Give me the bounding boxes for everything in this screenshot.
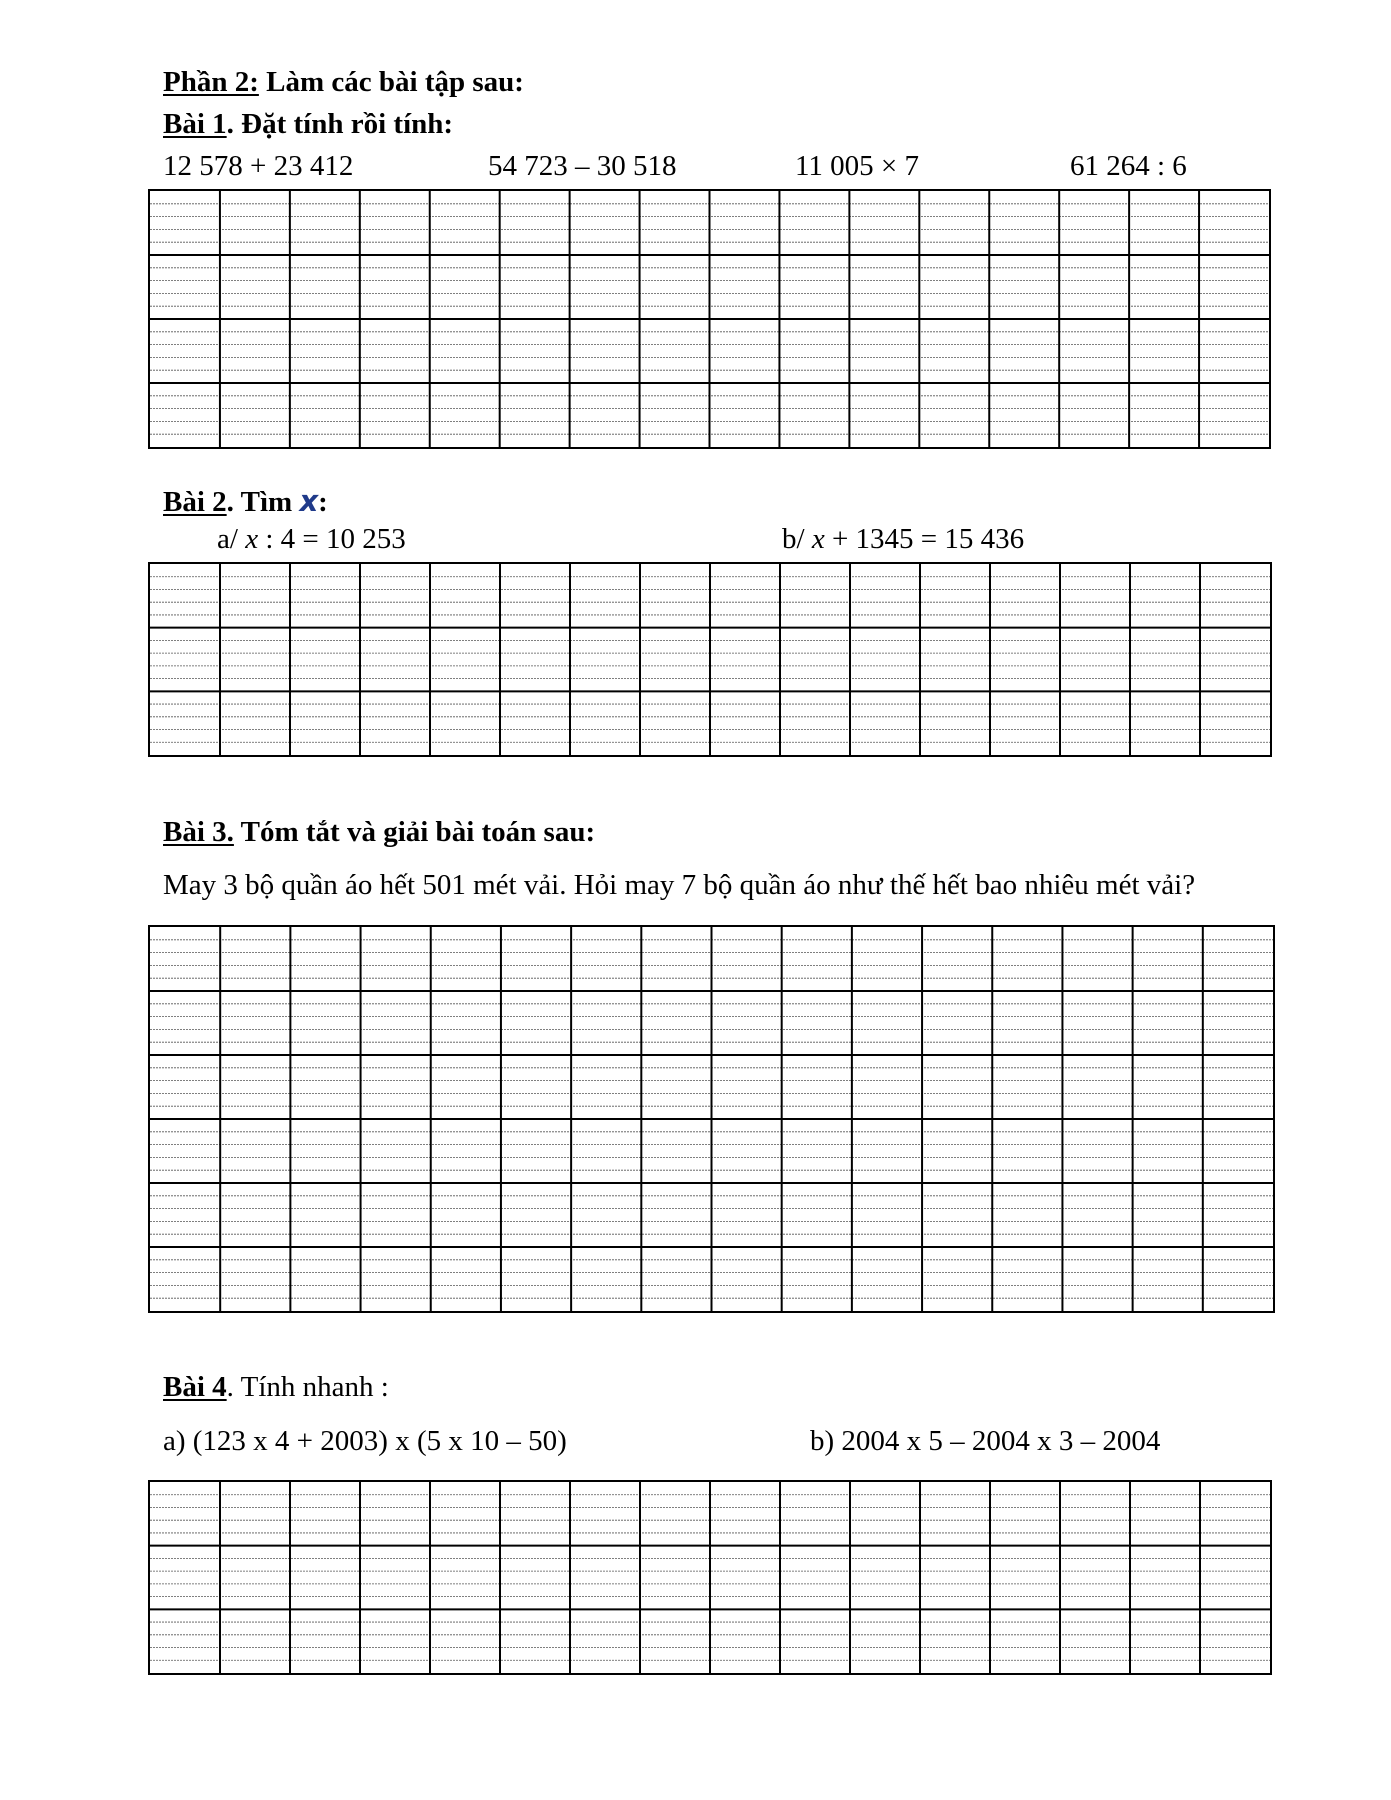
answer-grid-1[interactable] xyxy=(148,189,1271,449)
grid-lines xyxy=(150,1482,1270,1673)
exercise-2-title: . Tìm xyxy=(226,486,300,518)
exercise-4-title: . Tính nhanh : xyxy=(226,1371,389,1403)
part-b-variable: x xyxy=(811,523,825,555)
part-b-equation: + 1345 = 15 436 xyxy=(824,523,1025,555)
exercise-2-colon: : xyxy=(318,486,328,518)
grid-lines xyxy=(150,927,1273,1311)
exercise-1-problem-1: 12 578 + 23 412 xyxy=(163,150,354,182)
part-a-variable: x xyxy=(245,523,259,555)
exercise-4-heading xyxy=(163,1373,389,1402)
exercise-1-heading xyxy=(163,110,453,139)
grid-lines xyxy=(150,191,1269,447)
exercise-4-label: Bài 4 xyxy=(163,1371,227,1403)
exercise-3-label: Bài 3. xyxy=(163,816,234,848)
part-title: Làm các bài tập sau: xyxy=(258,66,524,98)
answer-grid-3[interactable] xyxy=(148,925,1275,1313)
part-a-prefix: a/ xyxy=(217,523,246,555)
exercise-4-part-a: a) (123 x 4 + 2003) x (5 x 10 – 50) xyxy=(163,1425,567,1457)
exercise-3-problem: May 3 bộ quần áo hết 501 mét vải. Hỏi may 7 bộ quần áo như thế hết bao nhiêu mét vải? xyxy=(163,869,1196,901)
exercise-3-title: Tóm tắt và giải bài toán sau: xyxy=(233,816,596,848)
exercise-1-problem-2: 54 723 – 30 518 xyxy=(488,150,677,182)
grid-lines xyxy=(150,564,1270,755)
part-label: Phần 2: xyxy=(163,66,259,98)
exercise-2-label: Bài 2 xyxy=(163,486,227,518)
exercise-3-heading xyxy=(163,818,595,847)
exercise-2-heading xyxy=(163,484,328,518)
exercise-1-problem-3: 11 005 × 7 xyxy=(795,150,920,182)
exercise-2-part-a xyxy=(217,525,406,554)
exercise-4-part-b: b) 2004 x 5 – 2004 x 3 – 2004 xyxy=(810,1425,1161,1457)
exercise-1-label: Bài 1 xyxy=(163,108,227,140)
exercise-1-title: . Đặt tính rồi tính: xyxy=(226,108,454,140)
exercise-2-part-b xyxy=(782,525,1024,554)
answer-grid-4[interactable] xyxy=(148,1480,1272,1675)
x-variable-icon: x xyxy=(299,484,319,518)
part-heading xyxy=(163,68,524,97)
answer-grid-2[interactable] xyxy=(148,562,1272,757)
exercise-1-problem-4: 61 264 : 6 xyxy=(1070,150,1187,182)
part-a-equation: : 4 = 10 253 xyxy=(258,523,406,555)
part-b-prefix: b/ xyxy=(782,523,812,555)
